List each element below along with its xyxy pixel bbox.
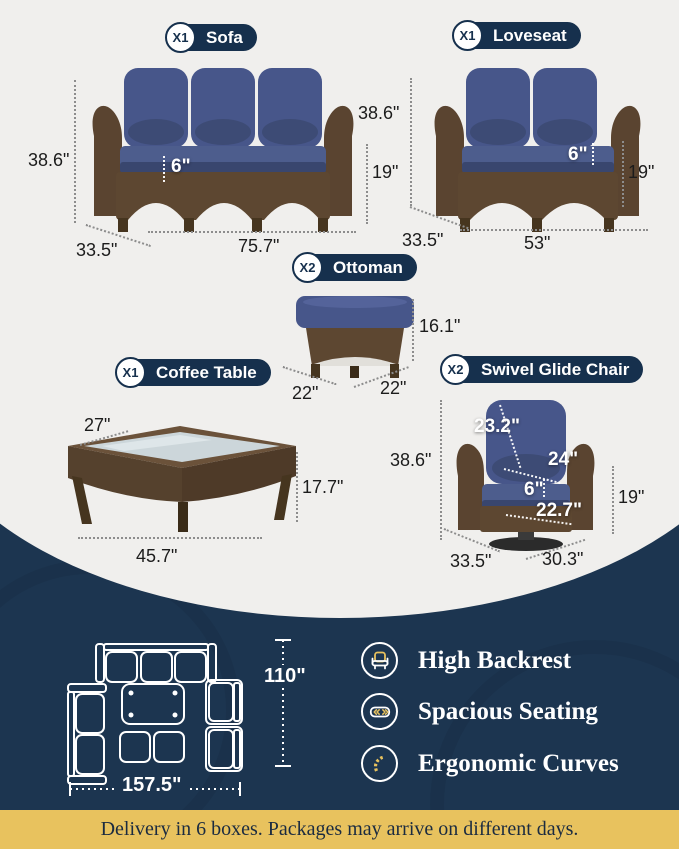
coffee-table-width-dim: 45.7" xyxy=(136,546,178,566)
loveseat-height-dim: 38.6" xyxy=(358,103,400,123)
ottoman-tag-label: Ottoman xyxy=(333,257,403,277)
dimension-line xyxy=(412,299,414,361)
loveseat-width-dim: 53" xyxy=(524,233,551,253)
loveseat-illustration xyxy=(420,60,655,235)
swivel-chair-tag xyxy=(443,356,643,383)
loveseat-tag-label: Loveseat xyxy=(493,25,567,45)
ottoman-width-dim: 22" xyxy=(380,378,407,398)
coffee-table-depth-dim: 27" xyxy=(84,415,111,435)
dimension-line xyxy=(366,144,368,224)
swivel-chair-width-dim: 30.3" xyxy=(542,549,584,569)
feature-item xyxy=(361,693,598,730)
ottoman-height-dim: 16.1" xyxy=(419,316,461,336)
sofa-cushion-thickness-dim: 6" xyxy=(171,156,191,177)
swivel-chair-count-badge: X2 xyxy=(440,354,471,385)
dimension-line xyxy=(622,141,624,207)
dimension-line xyxy=(148,231,356,233)
loveseat-depth-dim: 33.5" xyxy=(402,230,444,250)
swivel-chair-cushion-thickness-dim: 6" xyxy=(524,479,544,500)
delivery-banner xyxy=(0,810,679,849)
feature-label: High Backrest xyxy=(418,646,572,674)
floor-plan-height-dim: 110" xyxy=(260,665,310,688)
ottoman-illustration xyxy=(280,292,430,384)
sofa-tag-label: Sofa xyxy=(206,27,243,47)
ottoman-count-badge: X2 xyxy=(292,252,323,283)
armchair-icon xyxy=(361,642,398,679)
swivel-chair-tag-label: Swivel Glide Chair xyxy=(481,359,630,379)
sofa-seat-height-dim: 19" xyxy=(372,162,399,182)
dimension-line xyxy=(440,400,442,540)
sofa-width-dim: 75.7" xyxy=(238,236,280,256)
loveseat-cushion-thickness-dim: 6" xyxy=(568,144,588,165)
ottoman-depth-dim: 22" xyxy=(292,383,319,403)
sofa-height-dim: 38.6" xyxy=(28,150,70,170)
loveseat-tag xyxy=(455,22,581,49)
sofa-count-badge: X1 xyxy=(165,22,196,53)
delivery-banner-text: Delivery in 6 boxes. Packages may arrive on different days. xyxy=(100,818,579,840)
dimension-line xyxy=(410,78,412,206)
sofa-illustration xyxy=(78,60,368,240)
loveseat-seat-height-dim: 19" xyxy=(628,162,655,182)
feature-item xyxy=(361,642,571,679)
feature-label: Spacious Seating xyxy=(418,697,598,725)
swivel-chair-backrest-dim: 23.2" xyxy=(474,416,520,437)
dimension-line xyxy=(296,452,298,522)
ottoman-tag xyxy=(295,254,417,281)
coffee-table-tag-label: Coffee Table xyxy=(156,362,257,382)
ergonomic-curve-icon xyxy=(361,745,398,782)
swivel-chair-height-dim: 38.6" xyxy=(390,450,432,470)
coffee-table-tag xyxy=(118,359,271,386)
sofa-tag xyxy=(168,24,257,51)
dimension-line xyxy=(592,143,594,165)
coffee-table-count-badge: X1 xyxy=(115,357,146,388)
swivel-chair-depth-dim: 33.5" xyxy=(450,551,492,571)
dimension-line xyxy=(612,466,614,534)
feature-label: Ergonomic Curves xyxy=(418,749,619,777)
sofa-depth-dim: 33.5" xyxy=(76,240,118,260)
dimension-line xyxy=(460,229,648,231)
feature-item xyxy=(361,745,619,782)
seat-width-icon xyxy=(361,693,398,730)
coffee-table-height-dim: 17.7" xyxy=(302,477,344,497)
swivel-chair-seat-width-dim: 24" xyxy=(548,449,579,470)
dimension-line xyxy=(163,156,165,182)
dimension-line xyxy=(74,80,76,223)
loveseat-count-badge: X1 xyxy=(452,20,483,51)
dimension-line xyxy=(78,537,262,539)
swivel-chair-seat-height-dim: 19" xyxy=(618,487,645,507)
floor-plan-width-dim: 157.5" xyxy=(118,774,186,797)
swivel-chair-seat-depth-dim: 22.7" xyxy=(536,500,582,521)
